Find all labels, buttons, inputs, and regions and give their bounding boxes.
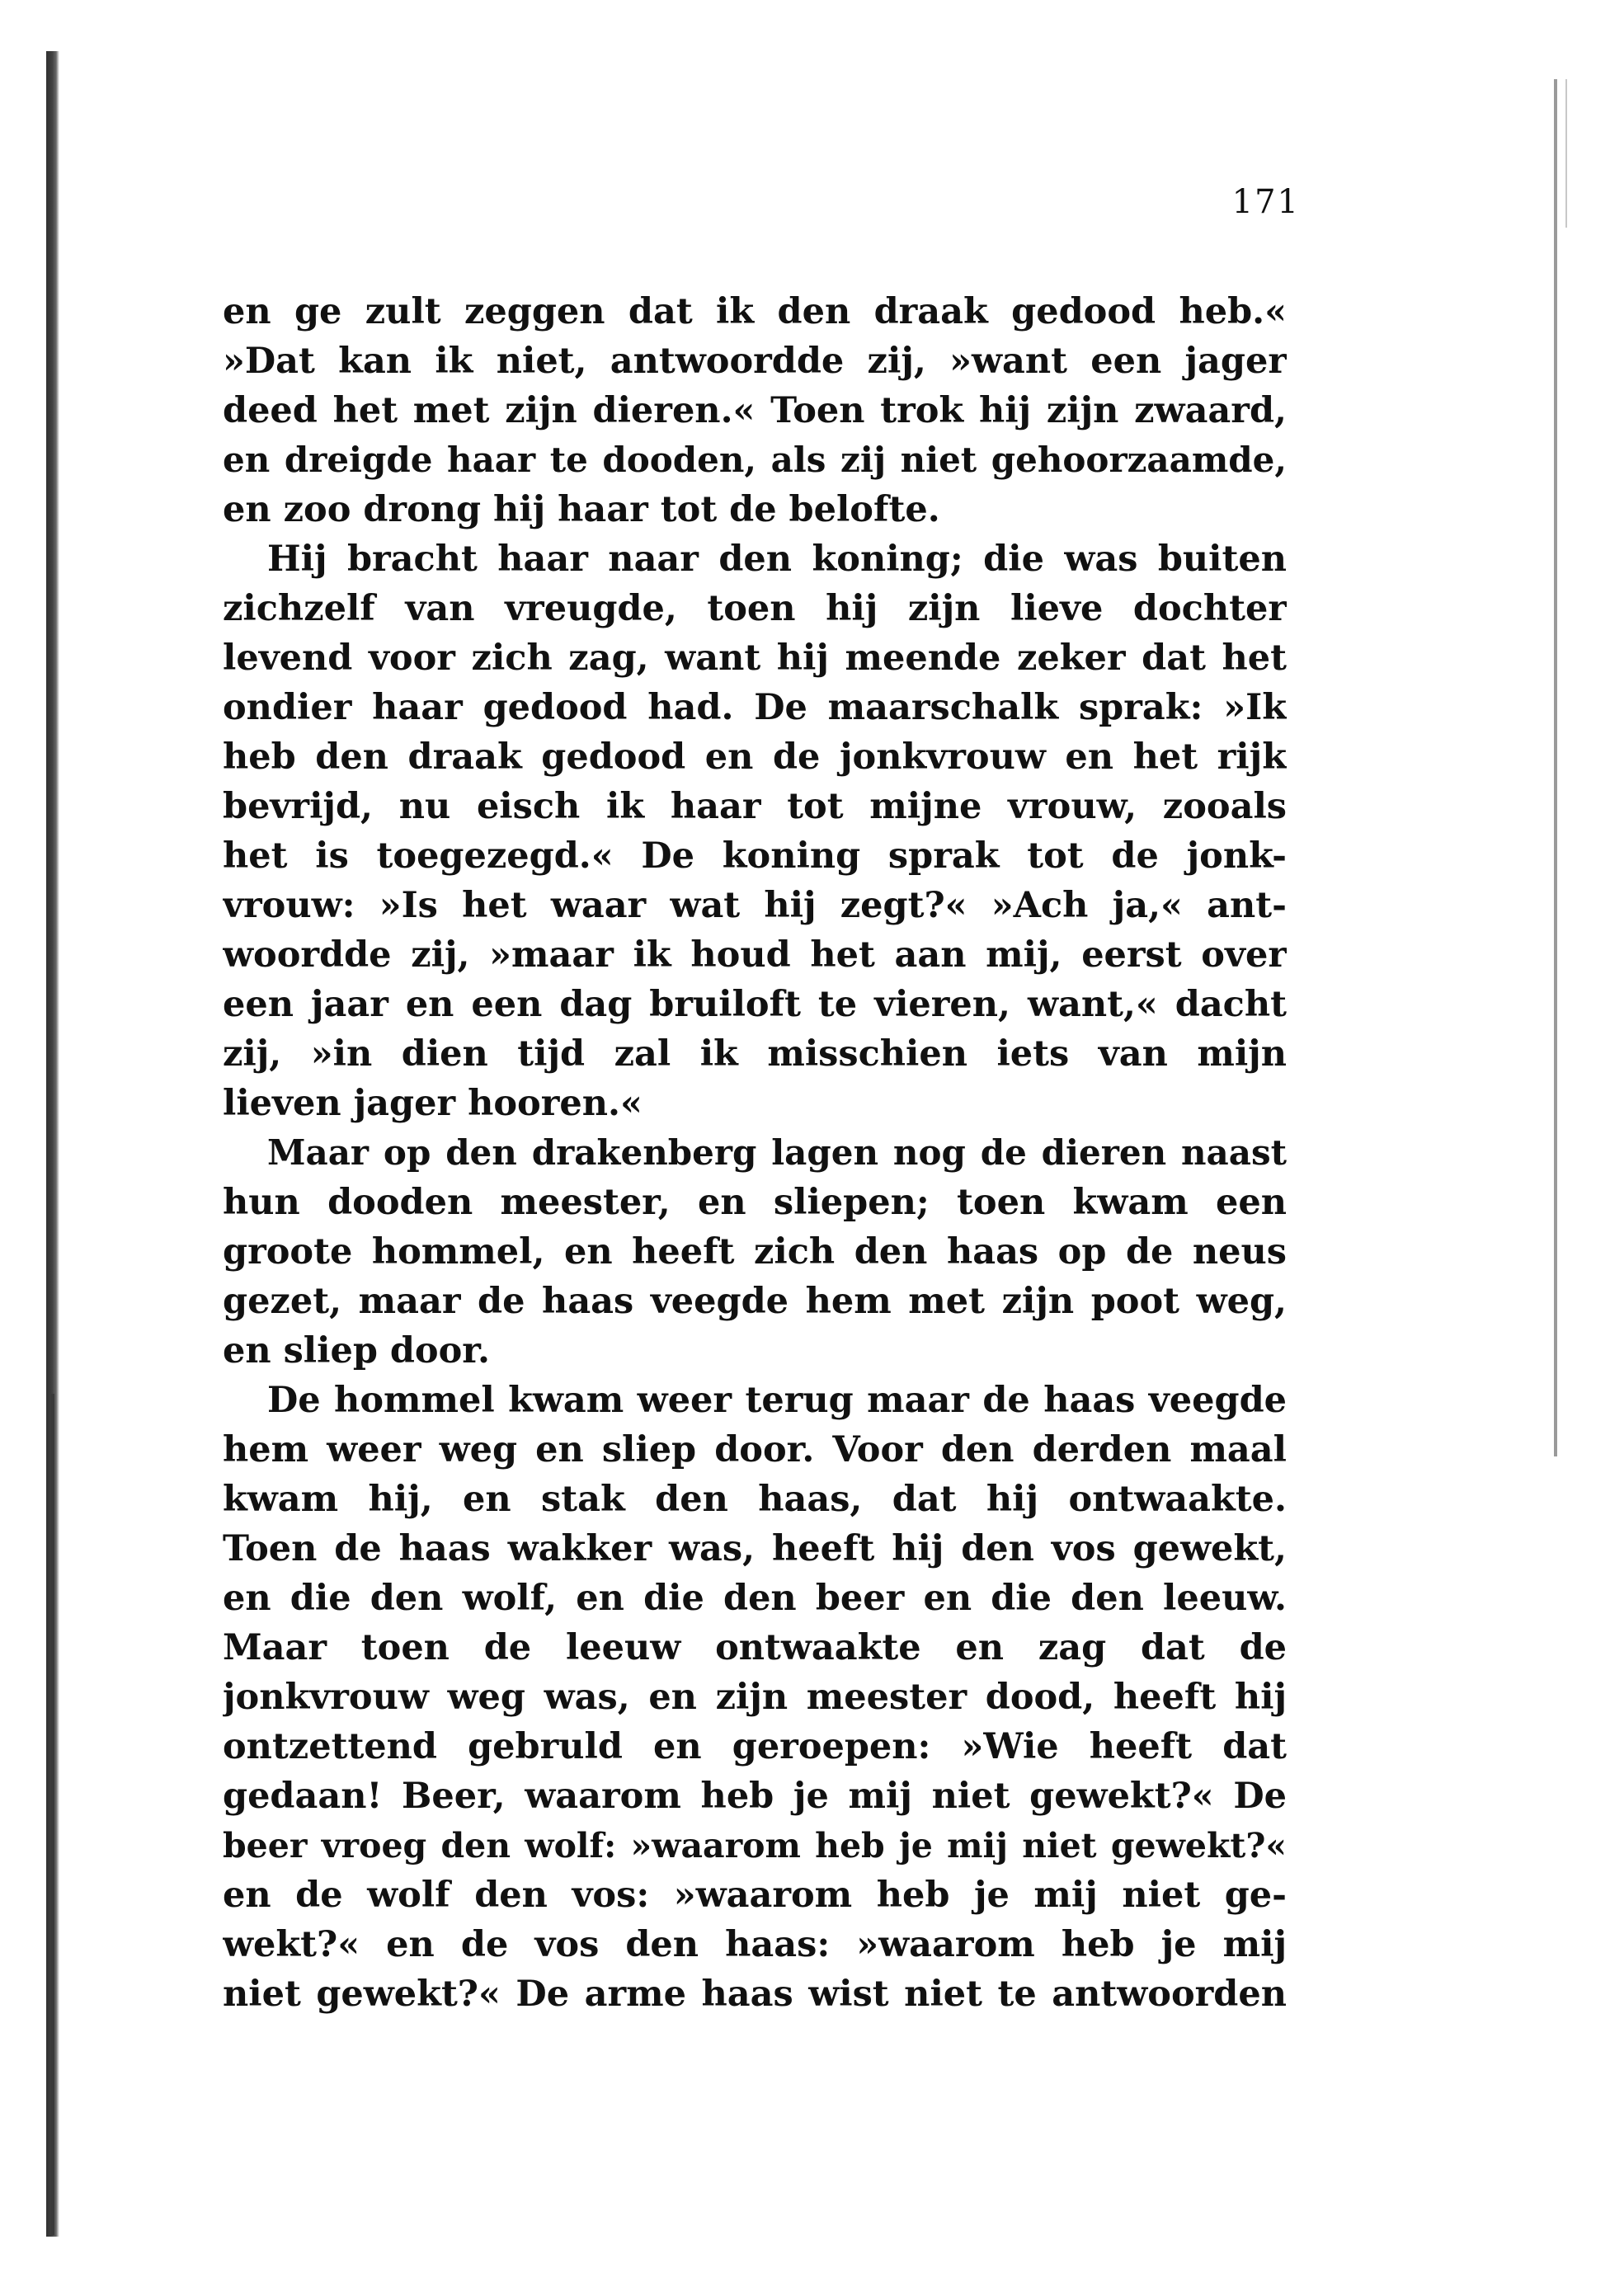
text-line: gezet, maar de haas veegde hem met zijn poot weg, (223, 1281, 1287, 1322)
text-line: heb den draak gedood en de jonkvrouw en het rijk (223, 736, 1287, 778)
text-line: en die den wolf, en die den beer en die den leeuw. (223, 1578, 1287, 1619)
text-line: wekt?« en de vos den haas: »waarom heb je mij (223, 1924, 1287, 1965)
text-line: en de wolf den vos: »waarom heb je mij niet ge- (223, 1875, 1287, 1916)
text-line: groote hommel, en heeft zich den haas op de neus (223, 1231, 1287, 1273)
text-line: ondier haar gedood had. De maarschalk sprak: »Ik (223, 687, 1287, 728)
text-line: vrouw: »Is het waar wat hij zegt?« »Ach ja,« ant- (223, 885, 1287, 926)
text-line: een jaar en een dag bruiloft te vieren, want,« dacht (223, 984, 1287, 1025)
text-line: woordde zij, »maar ik houd het aan mij, eerst over (223, 934, 1287, 976)
scan-edge-left-shadow (51, 1394, 54, 2235)
text-line: beer vroeg den wolf: »waarom heb je mij niet gewekt?« (223, 1826, 1287, 1866)
scan-edge-right (1554, 79, 1557, 1456)
text-line: deed het met zijn dieren.« Toen trok hij zijn zwaard, (223, 390, 1287, 431)
text-line: zichzelf van vreugde, toen hij zijn lieve dochter (223, 588, 1287, 629)
text-line: bevrijd, nu eisch ik haar tot mijne vrouw, zooals (223, 786, 1287, 827)
page-number: 171 (1231, 183, 1300, 221)
text-line: Toen de haas wakker was, heeft hij den vos gewekt, (223, 1528, 1287, 1569)
text-line: lieven jager hooren.« (223, 1083, 643, 1124)
text-line: kwam hij, en stak den haas, dat hij ontwaakte. (223, 1479, 1287, 1520)
text-line: en dreigde haar te dooden, als zij niet gehoorzaamde, (223, 440, 1287, 480)
text-line: zij, »in dien tijd zal ik misschien iets van mijn (223, 1033, 1287, 1075)
body-text (223, 287, 1287, 2019)
text-line: ontzettend gebruld en geroepen: »Wie heeft dat (223, 1726, 1287, 1767)
text-line: het is toegezegd.« De koning sprak tot de jonk- (223, 835, 1287, 877)
text-line: »Dat kan ik niet, antwoordde zij, »want een jager (223, 341, 1287, 382)
text-line: De hommel kwam weer terug maar de haas veegde (267, 1380, 1287, 1421)
text-line: Maar toen de leeuw ontwaakte en zag dat de (223, 1627, 1287, 1668)
text-line: en ge zult zeggen dat ik den draak gedood heb.« (223, 291, 1287, 332)
text-line: jonkvrouw weg was, en zijn meester dood, heeft hij (223, 1677, 1287, 1718)
text-line: gedaan! Beer, waarom heb je mij niet gewekt?« De (223, 1776, 1287, 1817)
text-line: levend voor zich zag, want hij meende zeker dat het (223, 638, 1287, 679)
text-line: en zoo drong hij haar tot de belofte. (223, 489, 940, 530)
text-line: hem weer weg en sliep door. Voor den derden maal (223, 1429, 1287, 1470)
text-line: Maar op den drakenberg lagen nog de dieren naast (267, 1132, 1287, 1173)
text-line: en sliep door. (223, 1330, 490, 1371)
scan-edge-right-secondary (1565, 79, 1567, 228)
text-line: hun dooden meester, en sliepen; toen kwam een (223, 1182, 1287, 1223)
text-line: Hij bracht haar naar den koning; die was buiten (267, 539, 1287, 580)
text-line: niet gewekt?« De arme haas wist niet te antwoorden (223, 1974, 1287, 2015)
